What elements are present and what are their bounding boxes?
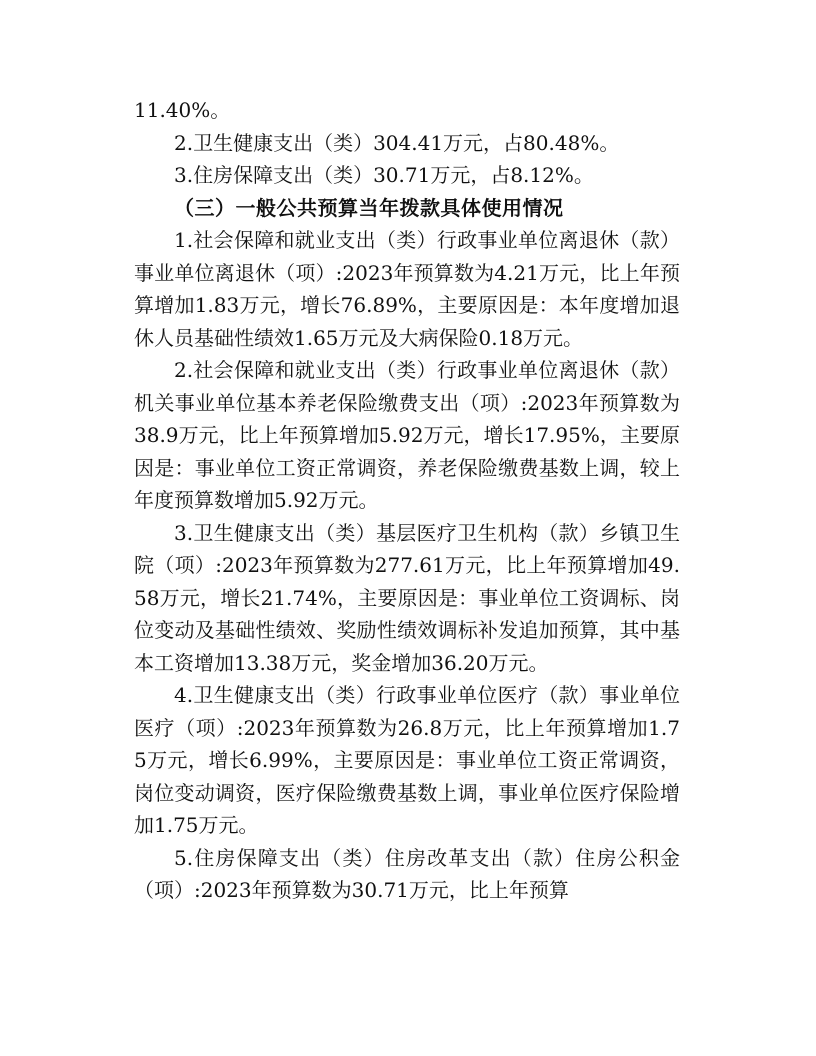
paragraph-item-health-total: 2.卫生健康支出（类）304.41万元，占80.48%。 (174, 130, 620, 155)
paragraph-item-pension-insurance: 2.社会保障和就业支出（类）行政事业单位离退休（款）机关事业单位基本养老保险缴费支出（项）:2023年预算数为38.9万元，比上年预算增加5.92万元，增长17.95%，主要原因是：事业单位工资正常调资，养老保险缴费基数上调，较上年度预算数增加5.92万元。 (134, 358, 680, 512)
paragraph-item-retirement: 1.社会保障和就业支出（类）行政事业单位离退休（款）事业单位离退休（项）:2023年预算数为4.21万元，比上年预算增加1.83万元，增长76.89%，主要原因是：本年度增加退休人员基础性绩效1.65万元及大病保险0.18万元。 (134, 228, 680, 350)
paragraph-item-township-hospital: 3.卫生健康支出（类）基层医疗卫生机构（款）乡镇卫生院（项）:2023年预算数为277.61万元，比上年预算增加49.58万元，增长21.74%，主要原因是：事业单位工资调标、岗位变动及基础性绩效、奖励性绩效调标补发追加预算，其中基本工资增加13.38万元，奖金增加36.20万元。 (134, 520, 680, 675)
paragraph-continuation: 11.40%。 (134, 98, 231, 122)
document-page (134, 94, 680, 907)
paragraph-item-housing-fund: 5.住房保障支出（类）住房改革支出（款）住房公积金（项）:2023年预算数为30.71万元，比上年预算 (134, 845, 680, 902)
paragraph-item-medical-insurance: 4.卫生健康支出（类）行政事业单位医疗（款）事业单位医疗（项）:2023年预算数为26.8万元，比上年预算增加1.75万元，增长6.99%，主要原因是：事业单位工资正常调资，岗位变动调资，医疗保险缴费基数上调，事业单位医疗保险增加1.75万元。 (134, 683, 680, 837)
paragraph-item-housing-total: 3.住房保障支出（类）30.71万元，占8.12%。 (174, 163, 594, 187)
section-heading: （三）一般公共预算当年拨款具体使用情况 (174, 195, 564, 220)
